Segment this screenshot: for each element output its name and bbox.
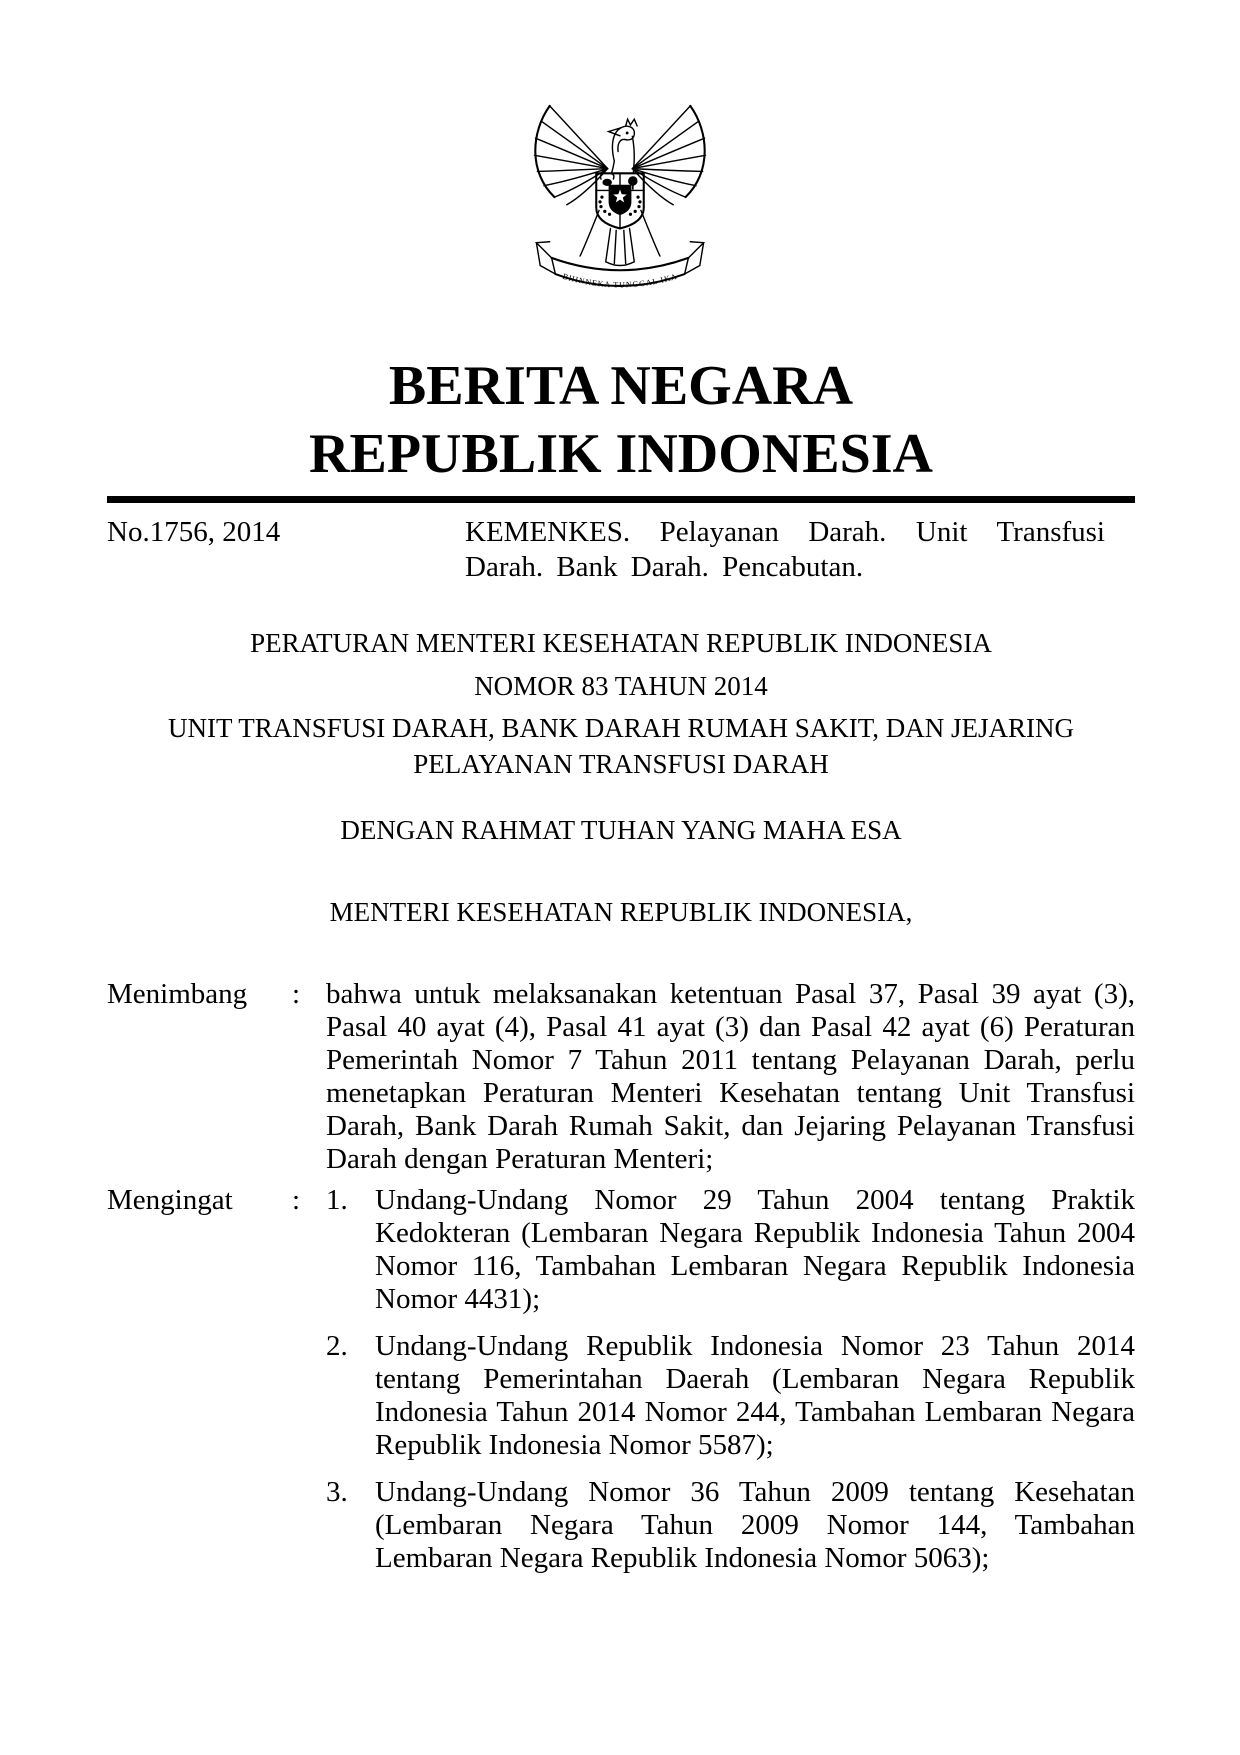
menimbang-text: bahwa untuk melaksanakan ketentuan Pasal 37, Pasal 39 ayat (3), Pasal 40 ayat (4), Pasal 41 ayat (3) dan Pasal 42 ayat (6) Peraturan Pemerintah Nomor 7 Tahun 2011 tentang Pelayanan Darah, perlu menetapkan Peraturan Menteri Kesehatan tentang Unit Transfusi Darah, Bank Darah Rumah Sakit, dan Jejaring Pelayanan Transfusi Darah dengan Peraturan Menteri; — [326, 978, 1135, 1175]
item-text: Undang-Undang Nomor 36 Tahun 2009 tentang Kesehatan (Lembaran Negara Tahun 2009 Nomor 144, Tambahan Lembaran Negara Republik Indonesia Nomor 5063); — [375, 1476, 1135, 1574]
masthead-title-line1: BERITA NEGARA — [388, 355, 854, 417]
legal-basis-item — [326, 1184, 1135, 1316]
invocation-line: DENGAN RAHMAT TUHAN YANG MAHA ESA — [340, 815, 902, 845]
mengingat-colon: : — [292, 1184, 301, 1216]
gazette-header-row — [107, 515, 1135, 585]
menimbang-colon: : — [292, 978, 301, 1010]
masthead-rule — [107, 496, 1135, 503]
regulation-number: NOMOR 83 TAHUN 2014 — [474, 671, 768, 701]
garuda-pancasila-emblem — [525, 96, 715, 302]
page-content — [0, 352, 1240, 1575]
mengingat-section — [107, 1184, 1135, 1575]
mengingat-label: Mengingat — [107, 1184, 233, 1216]
banyan-tree-icon — [628, 176, 638, 186]
masthead-title — [107, 352, 1135, 488]
legal-basis-item — [326, 1330, 1135, 1462]
legal-basis-item — [326, 1476, 1135, 1575]
gazette-subject: KEMENKES. Pelayanan Darah. Unit Transfusi Darah. Bank Darah. Pencabutan. — [465, 516, 1105, 583]
eagle-head-icon — [609, 119, 638, 173]
item-number: 2. — [326, 1330, 348, 1362]
item-number: 1. — [326, 1184, 348, 1216]
pancasila-shield — [596, 173, 644, 228]
menimbang-label: Menimbang — [107, 978, 248, 1010]
inner-shield — [609, 185, 632, 215]
preamble — [107, 978, 1135, 1575]
item-text: Undang-Undang Nomor 29 Tahun 2004 tentang Praktik Kedokteran (Lembaran Negara Republik Indonesia Tahun 2004 Nomor 116, Tambahan Lembaran Negara Republik Indonesia Nomor 4431); — [375, 1184, 1135, 1315]
masthead-title-line2: REPUBLIK INDONESIA — [309, 423, 933, 485]
regulation-title: PERATURAN MENTERI KESEHATAN REPUBLIK INDONESIA — [250, 628, 992, 658]
legal-basis-list — [326, 1184, 1135, 1575]
item-text: Undang-Undang Republik Indonesia Nomor 23 Tahun 2014 tentang Pemerintahan Daerah (Lembaran Negara Republik Indonesia Tahun 2014 Nomor 244, Tambahan Lembaran Negara Republik Indonesia Nomor 5587); — [375, 1330, 1135, 1461]
menimbang-section — [107, 978, 1135, 1176]
issuing-authority-line: MENTERI KESEHATAN REPUBLIK INDONESIA, — [329, 897, 913, 927]
item-number: 3. — [326, 1476, 348, 1508]
svg-text:BHINNEKA TUNGGAL IKA — [562, 272, 679, 290]
gazette-number: No.1756, 2014 — [107, 516, 281, 548]
emblem-motto: BHINNEKA TUNGGAL IKA — [561, 271, 679, 290]
regulation-subject: UNIT TRANSFUSI DARAH, BANK DARAH RUMAH SAKIT, DAN JEJARING PELAYANAN TRANSFUSI DARAH — [167, 713, 1075, 779]
emblem-container — [0, 0, 1240, 302]
